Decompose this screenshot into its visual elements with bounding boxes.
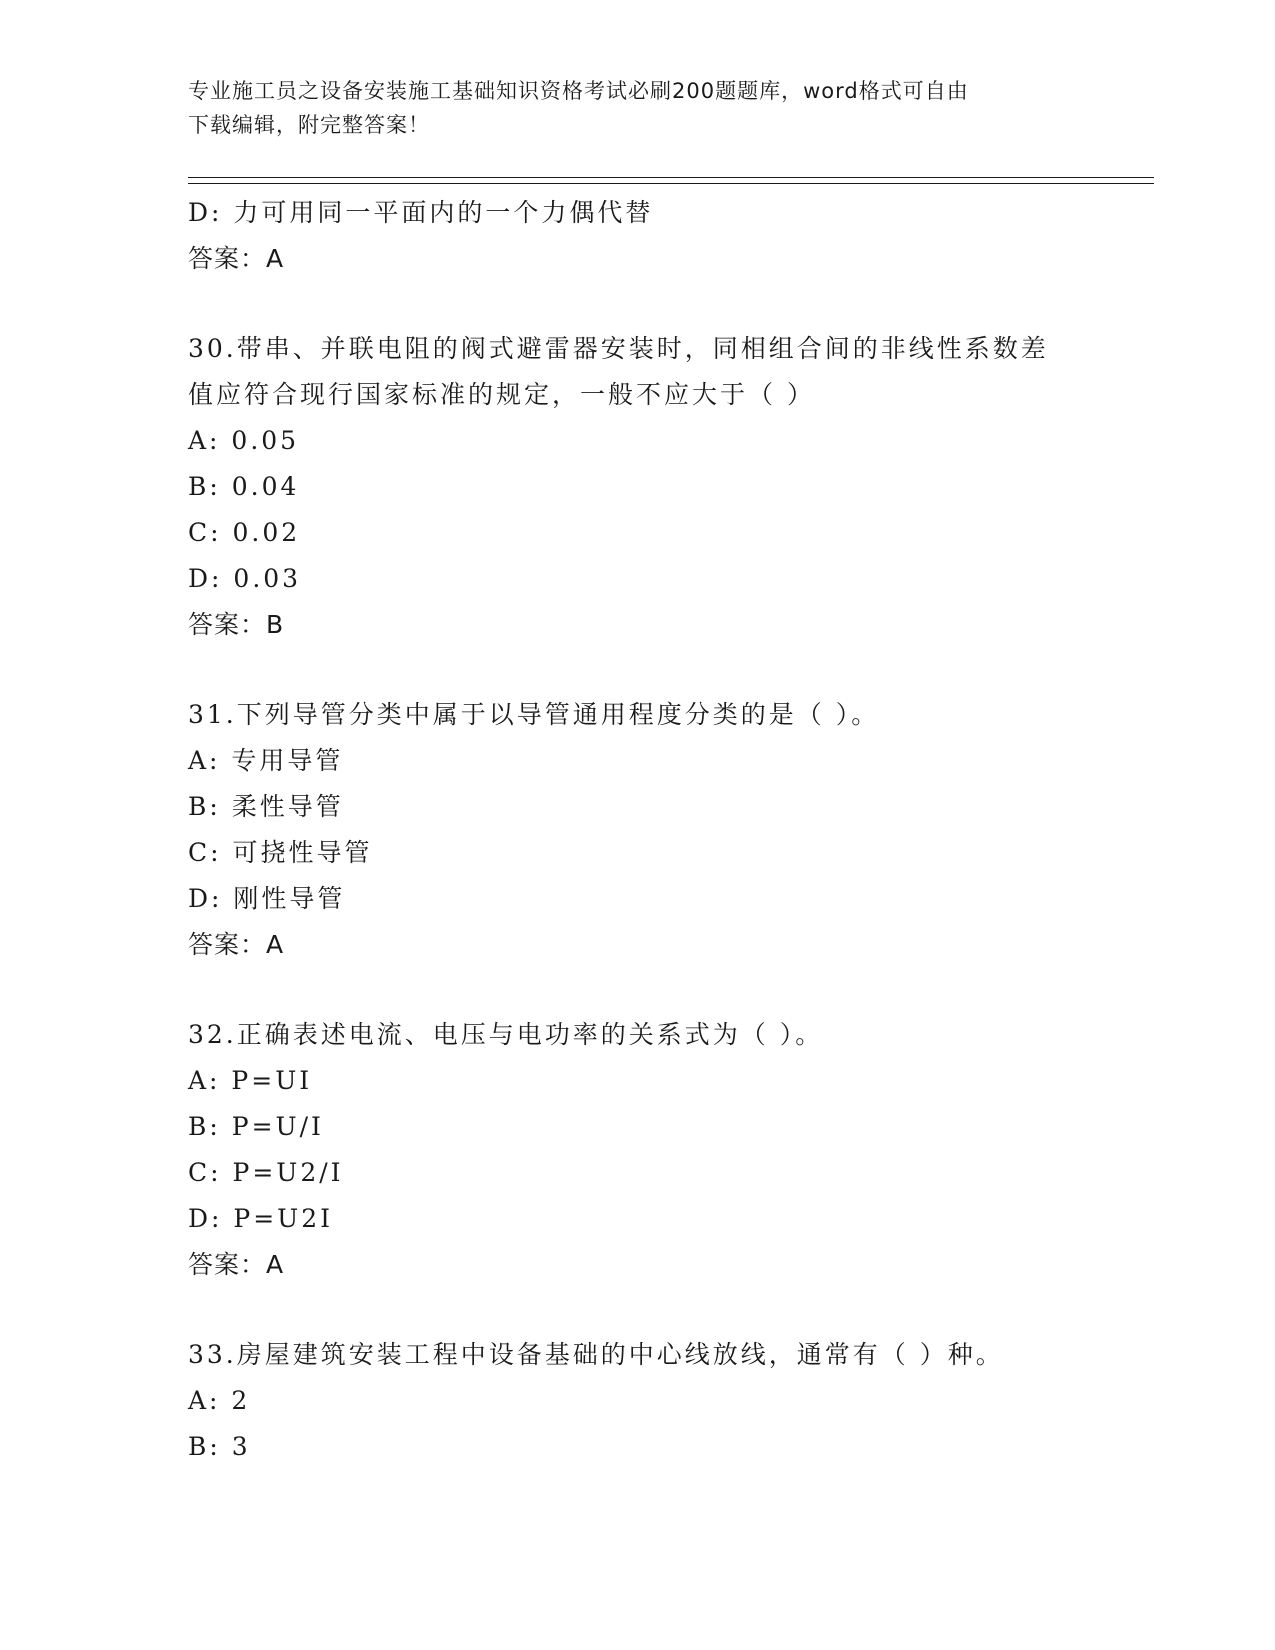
spacer: [188, 968, 1088, 1012]
option-d: D: 力可用同一平面内的一个力偶代替: [188, 198, 654, 227]
question-title: 33.房屋建筑安装工程中设备基础的中心线放线，通常有（ ）种。: [188, 1340, 1004, 1369]
option-a: A: P=UI: [188, 1066, 313, 1095]
option-a: A: 0.05: [188, 426, 300, 455]
header-line-2: 下载编辑，附完整答案！: [188, 113, 430, 137]
question-title: 30.带串、并联电阻的阀式避雷器安装时，同相组合间的非线性系数差: [188, 334, 1049, 363]
option-c: C: 可挠性导管: [188, 838, 373, 867]
document-body: [188, 190, 1088, 1470]
option-a: A: 专用导管: [188, 746, 344, 775]
question-33: [188, 1332, 1088, 1470]
question-title: 32.正确表述电流、电压与电功率的关系式为（ ）。: [188, 1020, 824, 1049]
option-c: C: P=U2/I: [188, 1158, 344, 1187]
option-b: B: 柔性导管: [188, 792, 344, 821]
option-b: B: P=U/I: [188, 1112, 324, 1141]
option-d: D: 0.03: [188, 564, 302, 593]
spacer: [188, 282, 1088, 326]
answer-line: 答案：A: [188, 1250, 285, 1279]
option-d: D: 刚性导管: [188, 884, 346, 913]
option-d: D: P=U2I: [188, 1204, 334, 1233]
header-line-1: 专业施工员之设备安装施工基础知识资格考试必刷200题题库，word格式可自由: [188, 79, 969, 103]
question-30: [188, 326, 1088, 648]
header-divider-bottom: [188, 183, 1154, 184]
header-divider-top: [188, 177, 1154, 178]
previous-question-tail: [188, 190, 1088, 282]
document-header: [188, 74, 1068, 142]
question-31: [188, 692, 1088, 968]
answer-line: 答案：A: [188, 930, 285, 959]
spacer: [188, 1288, 1088, 1332]
option-b: B: 0.04: [188, 472, 300, 501]
question-32: [188, 1012, 1088, 1288]
answer-line: 答案：A: [188, 244, 285, 273]
answer-line: 答案：B: [188, 610, 285, 639]
question-title-continued: 值应符合现行国家标准的规定，一般不应大于（ ）: [188, 380, 815, 409]
option-c: C: 0.02: [188, 518, 301, 547]
option-b: B: 3: [188, 1432, 251, 1461]
spacer: [188, 648, 1088, 692]
option-a: A: 2: [188, 1386, 251, 1415]
question-title: 31.下列导管分类中属于以导管通用程度分类的是（ ）。: [188, 700, 880, 729]
